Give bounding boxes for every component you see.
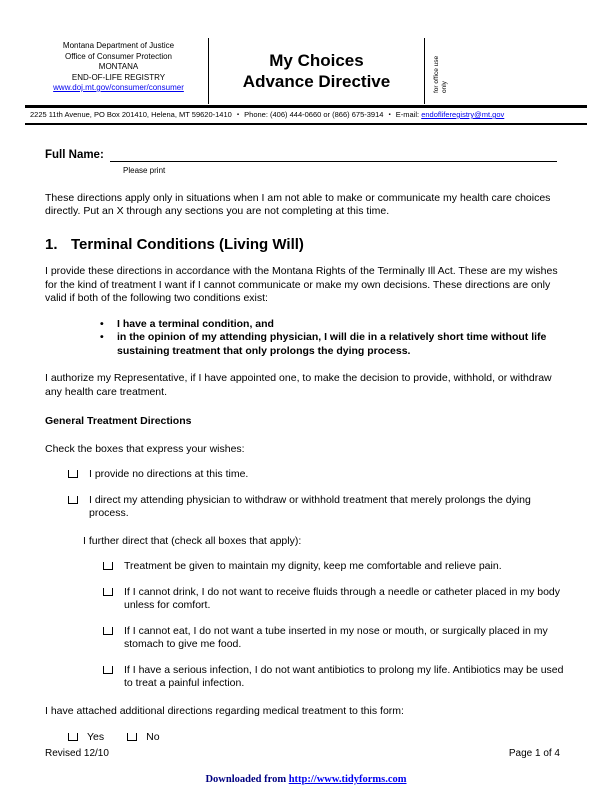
section1-heading: [45, 235, 567, 253]
checkbox-item: [68, 468, 567, 482]
section1-title: Terminal Conditions (Living Will): [71, 235, 304, 253]
agency-line: MONTANA: [98, 62, 139, 71]
general-treatment-heading: General Treatment Directions: [45, 415, 192, 428]
section1-number: 1.: [45, 235, 58, 253]
separator-bullet: ▪: [236, 112, 240, 118]
section1-intro: I provide these directions in accordance with the Montana Rights of the Terminally Ill Act. These are my wishes for the kind of treatment I want if I cannot communicate or make my own decisions. These directions are only valid if both of the following two conditions exist:: [45, 265, 558, 305]
checkbox-item: [103, 664, 567, 691]
full-name-hint: Please print: [123, 166, 166, 176]
full-name-input-line[interactable]: [110, 149, 557, 162]
full-name-row: [45, 149, 567, 163]
agency-line: Montana Department of Justice: [62, 41, 175, 50]
condition-item: • in the opinion of my attending physician, I will die in a relatively short time without life sustaining treatment that only prolongs the dying process.: [100, 331, 567, 358]
checkbox-label: Treatment be given to maintain my dignity, keep me comfortable and relieve pain.: [124, 560, 502, 573]
checkbox-label: I direct my attending physician to withdraw or withhold treatment that merely prolongs the dying process.: [89, 493, 531, 520]
no-fluids-checkbox[interactable]: [103, 588, 113, 596]
tidyforms-link[interactable]: http://www.tidyforms.com: [288, 774, 407, 785]
header-divider-thin: [25, 123, 587, 125]
page-header: [33, 38, 587, 104]
check-instruction: Check the boxes that express your wishes:: [45, 442, 245, 455]
download-credit: [0, 774, 612, 785]
checkbox-item: [103, 560, 567, 574]
maintain-dignity-checkbox[interactable]: [103, 562, 113, 570]
office-use-area: [425, 38, 587, 104]
no-antibiotics-checkbox[interactable]: [103, 666, 113, 674]
withdraw-treatment-checkbox[interactable]: [68, 496, 78, 504]
checkbox-label: If I have a serious infection, I do not want antibiotics to prolong my life. Antibiotics may be used to treat a painful infection.: [124, 663, 564, 690]
contact-email-link[interactable]: endofliferegistry@mt.gov: [421, 110, 505, 119]
header-divider-thick: [25, 105, 587, 108]
further-direct-text: I further direct that (check all boxes that apply):: [83, 534, 302, 547]
page-title: [209, 38, 425, 104]
yes-option: [68, 731, 104, 745]
yes-checkbox[interactable]: [68, 733, 78, 741]
checkbox-item: [103, 586, 567, 613]
section1-conditions-list: [45, 318, 567, 359]
condition-item: • I have a terminal condition, and: [100, 318, 567, 332]
agency-website-link[interactable]: www.doj.mt.gov/consumer/consumer: [53, 83, 184, 92]
contact-phone: Phone: (406) 444-0660 or (866) 675-3914: [244, 110, 384, 119]
checkbox-label: If I cannot drink, I do not want to receive fluids through a needle or catheter placed in my body unless for comfort.: [124, 585, 561, 612]
checkbox-label: I provide no directions at this time.: [89, 468, 249, 481]
page-title-line1: My Choices: [269, 51, 364, 70]
office-use-label: for office use only: [433, 55, 448, 93]
attached-question: I have attached additional directions regarding medical treatment to this form:: [45, 704, 404, 717]
no-feeding-tube-checkbox[interactable]: [103, 627, 113, 635]
agency-line: END-OF-LIFE REGISTRY: [71, 72, 166, 82]
contact-address: 2225 11th Avenue, PO Box 201410, Helena, MT 59620-1410: [30, 110, 232, 119]
agency-line: Office of Consumer Protection: [64, 51, 172, 61]
download-credit-prefix: Downloaded from: [205, 774, 289, 785]
yes-label: Yes: [87, 731, 105, 744]
general-options-list: [45, 468, 567, 521]
agency-info: [33, 38, 209, 104]
contact-line: [30, 110, 587, 120]
page-footer: [45, 748, 560, 759]
full-name-label: Full Name:: [45, 148, 104, 161]
form-intro-paragraph: These directions apply only in situations when I am not able to make or communicate my health care choices directly. Put an X through any sections you are not completing at this time.: [45, 191, 551, 218]
yes-no-row: [68, 731, 567, 745]
authorize-paragraph: I authorize my Representative, if I have appointed one, to make the decision to provide, withhold, or withdraw any health care treatment.: [45, 372, 552, 398]
no-option: [127, 731, 159, 745]
no-checkbox[interactable]: [127, 733, 137, 741]
checkbox-item: [68, 494, 567, 521]
page-number: Page 1 of 4: [508, 748, 560, 759]
separator-bullet: ▪: [388, 112, 391, 118]
contact-email-label: E-mail:: [395, 110, 420, 119]
no-directions-checkbox[interactable]: [68, 470, 78, 478]
checkbox-label: If I cannot eat, I do not want a tube inserted in my nose or mouth, or surgically placed in my stomach to give me food.: [124, 624, 548, 651]
page-title-line2: Advance Directive: [242, 72, 391, 91]
no-label: No: [146, 731, 160, 744]
further-options-list: [45, 560, 567, 691]
checkbox-item: [103, 625, 567, 652]
form-body: [45, 149, 567, 745]
revision-date: Revised 12/10: [45, 748, 109, 759]
